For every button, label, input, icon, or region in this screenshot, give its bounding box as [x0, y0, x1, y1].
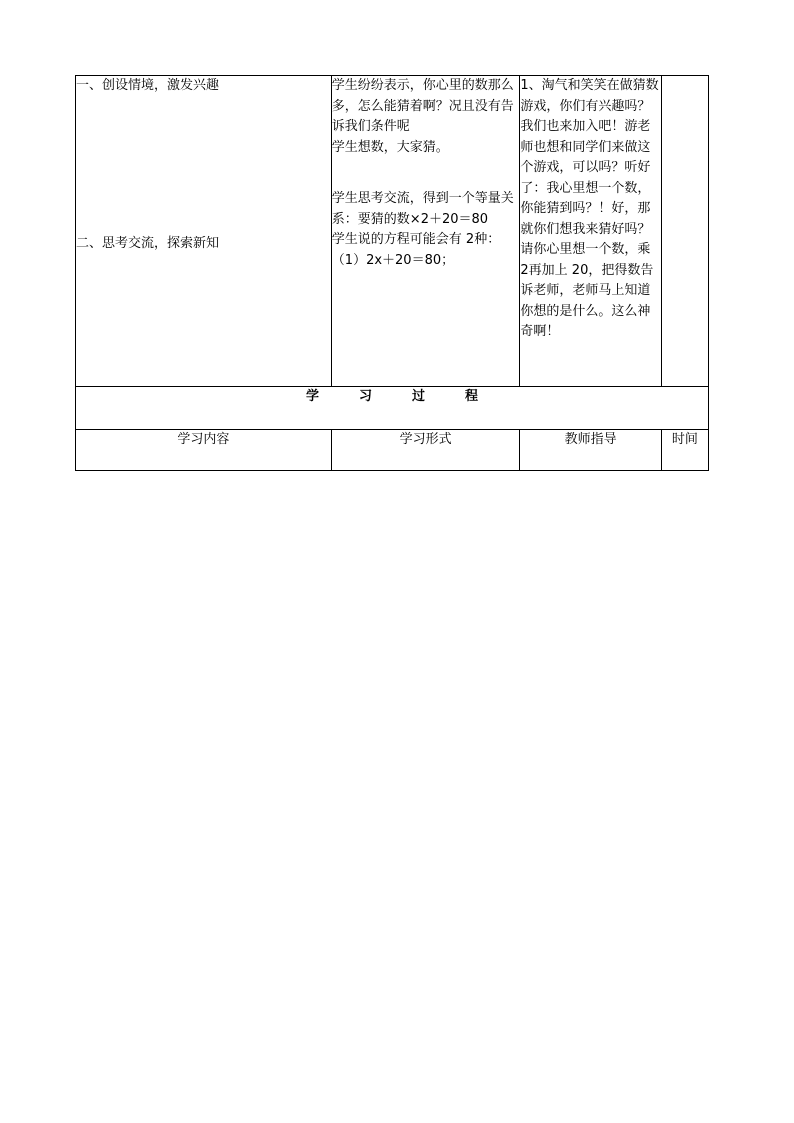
- header-content: 学习内容: [76, 430, 332, 471]
- lesson-plan-table: [75, 75, 709, 471]
- section-heading-2: 二、思考交流，探索新知: [76, 235, 220, 251]
- table-row: [76, 387, 709, 430]
- table-row: [76, 76, 709, 387]
- header-time: 时间: [661, 430, 708, 471]
- student-form-text-4: 学生说的方程可能会有 2种：: [331, 232, 501, 247]
- content-cell: [76, 76, 332, 387]
- header-teacher-guide: 教师指导: [520, 430, 661, 471]
- student-form-text-5: （1）2x＋20＝80；: [331, 252, 455, 268]
- section-heading-1: 一、创设情境，激发兴趣: [76, 78, 220, 93]
- header-form: 学习形式: [331, 430, 520, 471]
- teacher-guide-cell: [520, 76, 661, 387]
- student-form-cell: [331, 76, 520, 387]
- student-form-text-1: 学生纷纷表示，你心里的数那么多，怎么能猜着啊？况且没有告诉我们条件呢: [331, 78, 514, 134]
- header-row: [76, 430, 709, 471]
- process-title: 学习过程: [76, 387, 709, 430]
- time-cell: [661, 76, 708, 387]
- student-form-text-2: 学生想数，大家猜。: [331, 139, 449, 155]
- teacher-guide-text: 1、淘气和笑笑在做猜数游戏，你们有兴趣吗？我们也来加入吧！游老师也想和同学们来做这个游戏，可以吗？听好了：我心里想一个数，你能猜到吗？！好，那就你们想我来猜好吗？请你心里想一个数，乘 2再加上 20，把得数告诉老师，老师马上知道你想的是什么。这么神奇啊！: [520, 78, 659, 339]
- student-form-text-3: 学生思考交流，得到一个等量关系：要猜的数×2＋20＝80: [331, 191, 514, 227]
